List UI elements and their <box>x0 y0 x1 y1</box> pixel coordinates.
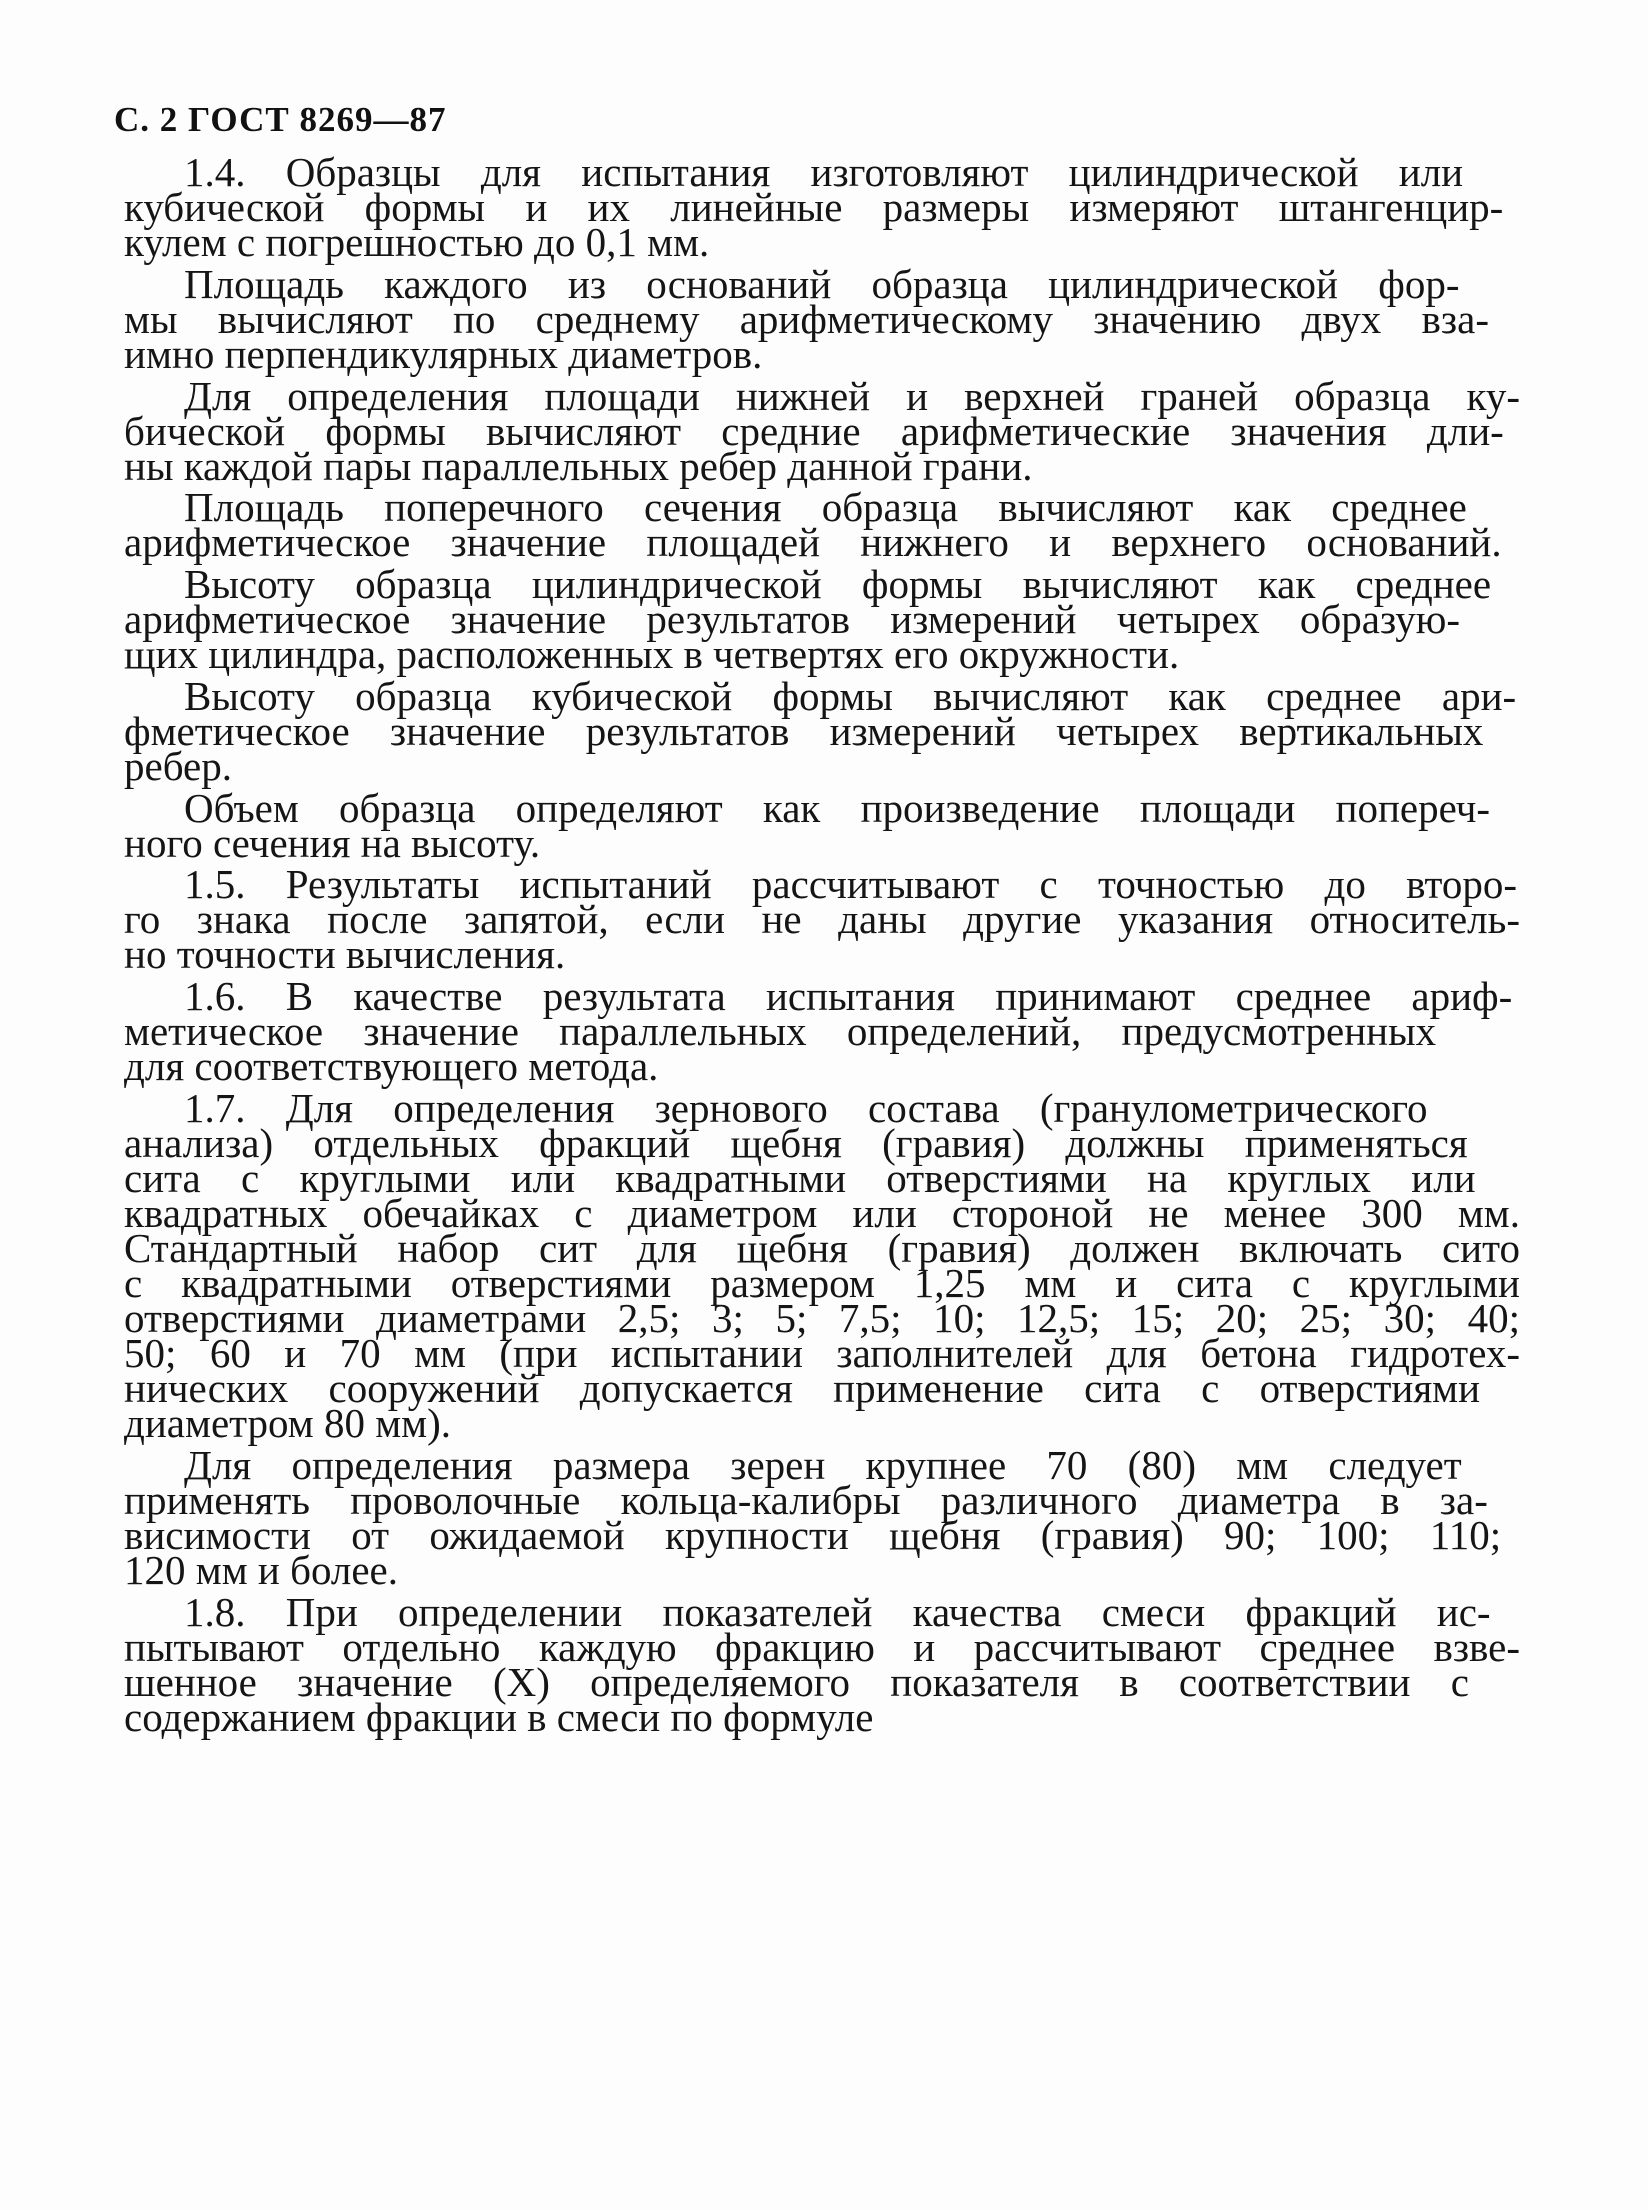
text-line: Площадь поперечного сечения образца вычисляют как среднее <box>184 484 1467 530</box>
text-line: кулем с погрешностью до 0,1 мм. <box>124 219 710 265</box>
text-line: щих цилиндра, расположенных в четвертях его окружности. <box>124 631 1180 677</box>
text-line: Высоту образца цилиндрической формы вычисляют как среднее <box>184 561 1492 607</box>
text-line: арифметическое значение результатов измерений четырех образую- <box>124 596 1461 642</box>
text-line: 50; 60 и 70 мм (при испытании заполнителей для бетона гидротех- <box>124 1330 1520 1376</box>
text-line: для соответствующего метода. <box>124 1043 659 1089</box>
text-line: ного сечения на высоту. <box>124 820 541 866</box>
text-line: анализа) отдельных фракций щебня (гравия) должны применяться <box>124 1120 1468 1166</box>
text-line: висимости от ожидаемой крупности щебня (гравия) 90; 100; 110; <box>124 1512 1502 1558</box>
text-line: с квадратными отверстиями размером 1,25 мм и сита с круглыми <box>124 1260 1520 1306</box>
text-line: ны каждой пары параллельных ребер данной грани. <box>124 443 1033 489</box>
text-line: бической формы вычисляют средние арифметические значения дли- <box>124 408 1504 454</box>
text-line: применять проволочные кольца-калибры различного диаметра в за- <box>124 1477 1488 1523</box>
text-line: но точности вычисления. <box>124 931 566 977</box>
text-line: 1.5. Результаты испытаний рассчитывают с точностью до второ- <box>184 861 1518 907</box>
text-line: Стандартный набор сит для щебня (гравия) должен включать сито <box>124 1225 1520 1271</box>
text-line: 1.6. В качестве результата испытания принимают среднее ариф- <box>184 973 1513 1019</box>
text-line: Объем образца определяют как произведение площади попереч- <box>184 785 1491 831</box>
text-line: Высоту образца кубической формы вычисляют как среднее ари- <box>184 673 1517 719</box>
text-line: мы вычисляют по среднему арифметическому значению двух вза- <box>124 296 1489 342</box>
page-header: С. 2 ГОСТ 8269—87 <box>114 100 447 139</box>
text-line: содержанием фракции в смеси по формуле <box>124 1694 874 1740</box>
text-line: ребер. <box>124 743 232 789</box>
text-line: го знака после запятой, если не даны другие указания относитель- <box>124 896 1520 942</box>
text-line: арифметическое значение площадей нижнего и верхнего оснований. <box>124 519 1502 565</box>
text-line: отверстиями диаметрами 2,5; 3; 5; 7,5; 10; 12,5; 15; 20; 25; 30; 40; <box>124 1295 1520 1341</box>
text-line: сита с круглыми или квадратными отверстиями на круглых или <box>124 1155 1476 1201</box>
text-line: метическое значение параллельных определений, предусмотренных <box>124 1008 1437 1054</box>
text-line: диаметром 80 мм). <box>124 1400 452 1446</box>
text-line: Для определения площади нижней и верхней граней образца ку- <box>184 373 1520 419</box>
text-line: фметическое значение результатов измерений четырех вертикальных <box>124 708 1484 754</box>
text-line: 1.8. При определении показателей качества смеси фракций ис- <box>184 1589 1491 1635</box>
text-line: кубической формы и их линейные размеры измеряют штангенцир- <box>124 184 1504 230</box>
text-line: 1.4. Образцы для испытания изготовляют цилиндрической или <box>184 149 1464 195</box>
text-line: пытывают отдельно каждую фракцию и рассчитывают среднее взве- <box>124 1624 1520 1670</box>
text-line: имно перпендикулярных диаметров. <box>124 331 763 377</box>
text-line: шенное значение (X) определяемого показателя в соответствии с <box>124 1659 1469 1705</box>
text-line: Площадь каждого из оснований образца цилиндрической фор- <box>184 261 1460 307</box>
text-line: 1.7. Для определения зернового состава (гранулометрического <box>184 1085 1428 1131</box>
text-line: Для определения размера зерен крупнее 70 (80) мм следует <box>184 1442 1462 1488</box>
text-line: нических сооружений допускается применение сита с отверстиями <box>124 1365 1481 1411</box>
text-line: квадратных обечайках с диаметром или стороной не менее 300 мм. <box>124 1190 1520 1236</box>
text-line: 120 мм и более. <box>124 1547 399 1593</box>
